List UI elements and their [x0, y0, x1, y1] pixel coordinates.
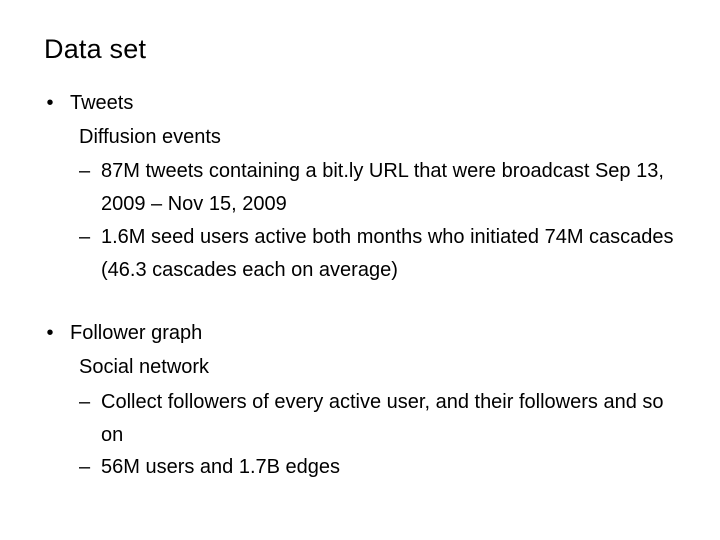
list-item-text: 1.6M seed users active both months who initiated 74M cascades (46.3 cascades each on average): [101, 226, 674, 281]
list-item: [79, 221, 679, 287]
slide-title: Data set: [44, 34, 147, 64]
list-item: [79, 386, 679, 452]
list-item-text: 56M users and 1.7B edges: [101, 456, 341, 478]
dash-icon: –: [79, 456, 91, 478]
dash-icon: –: [79, 391, 91, 413]
bullet-dot-icon: •: [46, 92, 54, 114]
bullet-label: Follower graph: [70, 322, 203, 344]
bullet-dot-icon: •: [46, 322, 54, 344]
list-item: [79, 155, 679, 221]
bullet-follower-graph: [30, 321, 202, 345]
list-item: [79, 451, 679, 484]
dash-icon: –: [79, 160, 91, 182]
list-item-text: 87M tweets containing a bit.ly URL that were broadcast Sep 13, 2009 – Nov 15, 2009: [101, 160, 664, 215]
bullet-tweets: [30, 91, 133, 115]
dash-icon: –: [79, 226, 91, 248]
subhead-diffusion-events: Diffusion events: [79, 126, 221, 148]
list-item-text: Collect followers of every active user, and their followers and so on: [101, 391, 664, 446]
bullet-label: Tweets: [70, 92, 134, 114]
subhead-social-network: Social network: [79, 356, 210, 378]
